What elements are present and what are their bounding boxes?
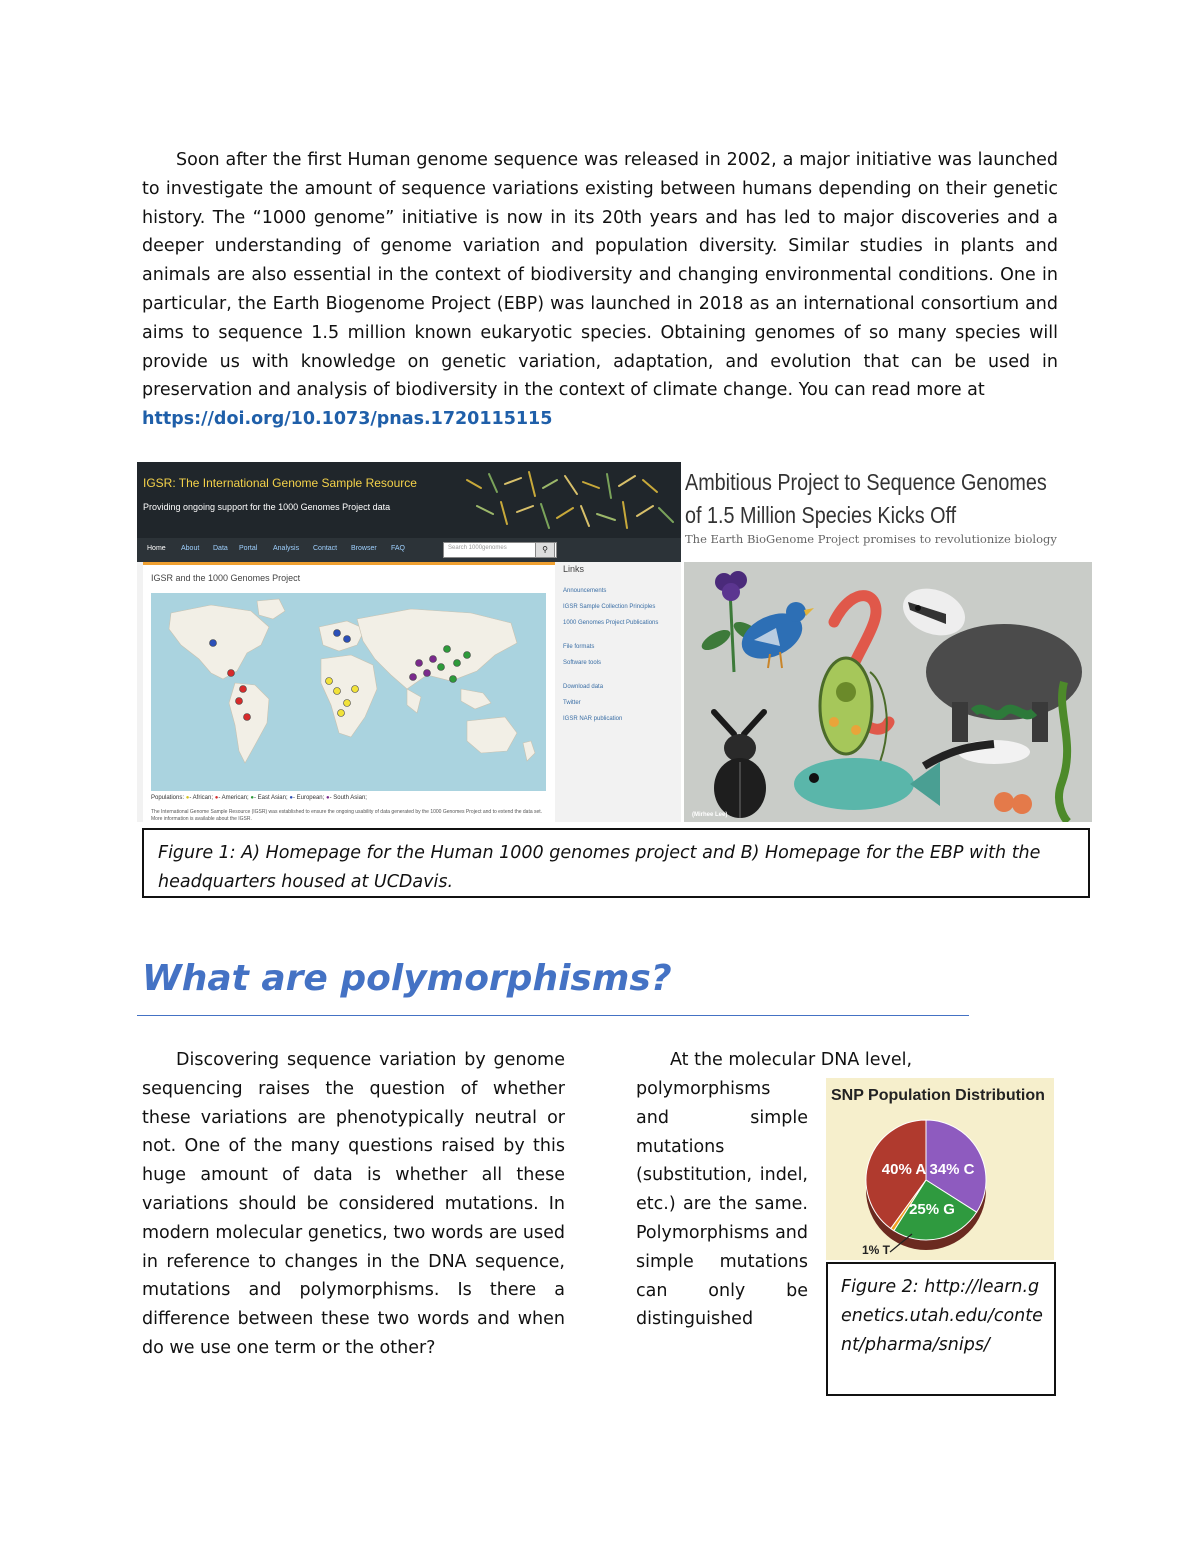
legend-east-asian: - East Asian; [253, 795, 288, 801]
figure2-snp-chart [826, 1078, 1054, 1260]
igsr-banner [137, 462, 681, 538]
heading-divider [137, 1015, 969, 1016]
section-heading: What are polymorphisms? [142, 958, 672, 999]
ebp-illustration-credit: (Mirhee Lee) [692, 812, 728, 818]
legend-american: - American; [218, 795, 249, 801]
igsr-links-panel [557, 562, 681, 822]
legend-european-icon: ● [289, 795, 293, 801]
figure2-caption: Figure 2: http://learn.genetics.utah.edu/content/pharma/snips/ [841, 1277, 1043, 1355]
pie-label-g: 25% G [909, 1201, 955, 1218]
search-icon: ⚲ [542, 545, 548, 554]
seaweed-icon [974, 709, 1034, 715]
legend-american-icon: ● [214, 795, 219, 801]
beetle-icon [714, 712, 766, 818]
left-column-paragraph: Discovering sequence variation by genome sequencing raises the question of whether these variations are phenotypically neutral or not. One of the many questions raised by this huge amount of data is whether all these variations should be considered mutations. In modern molecular genetics, two words are used in reference to changes in the DNA sequence, mutations and polymorphisms. Is there a difference between these two words and when do we use one term or the other? [142, 1050, 565, 1358]
snp-chart-title: SNP Population Distribution [831, 1087, 1045, 1104]
igsr-link-software-tools[interactable]: Software tools [563, 660, 602, 666]
igsr-link-principles[interactable]: IGSR Sample Collection Principles [563, 604, 656, 610]
left-column [142, 1046, 565, 1363]
ebp-subhead: The Earth BioGenome Project promises to revolutionize biology [685, 532, 1057, 546]
figure2-caption-box [826, 1262, 1056, 1396]
igsr-nav-browser[interactable]: Browser [351, 545, 377, 552]
igsr-main-panel [143, 562, 555, 822]
right-column-wrapped-text [636, 1075, 808, 1334]
snp-pie-chart [826, 1078, 1054, 1260]
igsr-nav-contact[interactable]: Contact [313, 545, 338, 552]
species-illustration [684, 562, 1092, 822]
igsr-link-file-formats[interactable]: File formats [563, 644, 595, 650]
right-column-first-line [636, 1046, 1059, 1075]
igsr-nav-bar [137, 538, 681, 562]
pie-label-a: 40% A [881, 1161, 927, 1178]
intro-section [142, 146, 1058, 434]
bird-icon [735, 602, 814, 668]
ebp-illustration [684, 562, 1092, 822]
figure1-igsr-screenshot [137, 462, 681, 822]
igsr-link-download-data[interactable]: Download data [563, 684, 604, 690]
pie-label-c: 34% C [929, 1161, 975, 1178]
igsr-footer-text: The International Genome Sample Resource (IGSR) was established to ensure the ongoing usability of data generated by the 1000 Genomes Project and to extend the data set. More information is available about the IGSR. [151, 809, 543, 822]
igsr-search-placeholder: Search 1000genomes [448, 545, 507, 551]
igsr-nav-portal[interactable]: Portal [239, 545, 258, 552]
igsr-dna-decoration [137, 462, 681, 538]
igsr-map-legend [151, 795, 367, 801]
legend-east-asian-icon: ● [250, 795, 254, 801]
igsr-main-title: IGSR and the 1000 Genomes Project [151, 573, 301, 583]
ebp-headline-line1: Ambitious Project to Sequence Genomes [685, 469, 1047, 495]
eggs-icon [994, 792, 1032, 814]
intro-paragraph [142, 146, 1058, 434]
igsr-link-nar-publication[interactable]: IGSR NAR publication [563, 716, 623, 722]
fish-icon [794, 758, 940, 810]
igsr-link-announcements[interactable]: Announcements [563, 588, 607, 594]
ebp-headline-line2: of 1.5 Million Species Kicks Off [685, 502, 957, 528]
legend-european: - European; [292, 795, 325, 801]
legend-south-asian: - South Asian; [329, 795, 367, 801]
igsr-world-map[interactable] [151, 593, 546, 791]
igsr-nav-home[interactable]: Home [147, 545, 166, 552]
badger-icon [896, 580, 1082, 742]
legend-label: Populations: [151, 795, 185, 801]
figure1-caption-box [142, 828, 1090, 898]
igsr-title: IGSR: The International Genome Sample Resource [143, 476, 417, 490]
figure1-caption: Figure 1: A) Homepage for the Human 1000 genomes project and B) Homepage for the EBP with the headquarters housed at UCDavis. [158, 843, 1041, 892]
igsr-link-twitter[interactable]: Twitter [563, 700, 581, 706]
legend-african-icon: ● [185, 795, 190, 801]
legend-african: - African; [189, 795, 214, 801]
world-map-graphic [151, 593, 546, 791]
ebp-headline [685, 466, 1047, 532]
right-column-line1: At the molecular DNA level, [670, 1050, 913, 1070]
legend-south-asian-icon: ● [325, 795, 330, 801]
igsr-nav-data[interactable]: Data [213, 545, 228, 552]
igsr-search-button[interactable] [535, 542, 555, 558]
figure1-ebp-screenshot [681, 462, 1094, 822]
intro-text: Soon after the first Human genome sequence was released in 2002, a major initiative was launched to investigate the amount of sequence variations existing between humans depending on their genetic history. The “1000 genome” initiative is now in its 20th years and has led to major discoveries and a deeper understanding of genome variation and population diversity. Similar studies in plants and animals are also essential in the context of biodiversity and changing environmental conditions. One in particular, the Earth Biogenome Project (EBP) was launched in 2018 as an international consortium and aims to sequence 1.5 million known eukaryotic species. Obtaining genomes of so many species will provide us with knowledge on genetic variation, adaptation, and evolution that can be used in preservation and analysis of biodiversity in the context of climate change. You can read more at [142, 150, 1058, 401]
igsr-links-title: Links [563, 564, 585, 574]
igsr-link-publications[interactable]: 1000 Genomes Project Publications [563, 620, 659, 626]
igsr-nav-faq[interactable]: FAQ [391, 545, 406, 552]
cell-icon [820, 658, 887, 762]
pie-label-t: 1% T [862, 1243, 891, 1257]
igsr-nav-analysis[interactable]: Analysis [273, 545, 300, 552]
igsr-nav-about[interactable]: About [181, 545, 200, 552]
kelp-icon [1059, 682, 1068, 822]
right-column-paragraph: polymorphisms and simple mutations (substitution, indel, etc.) are the same. Polymorphisms and simple mutations can only be distinguished [636, 1079, 808, 1330]
doi-link[interactable]: https://doi.org/10.1073/pnas.1720115115 [142, 409, 553, 430]
igsr-subtitle: Providing ongoing support for the 1000 Genomes Project data [143, 502, 391, 512]
